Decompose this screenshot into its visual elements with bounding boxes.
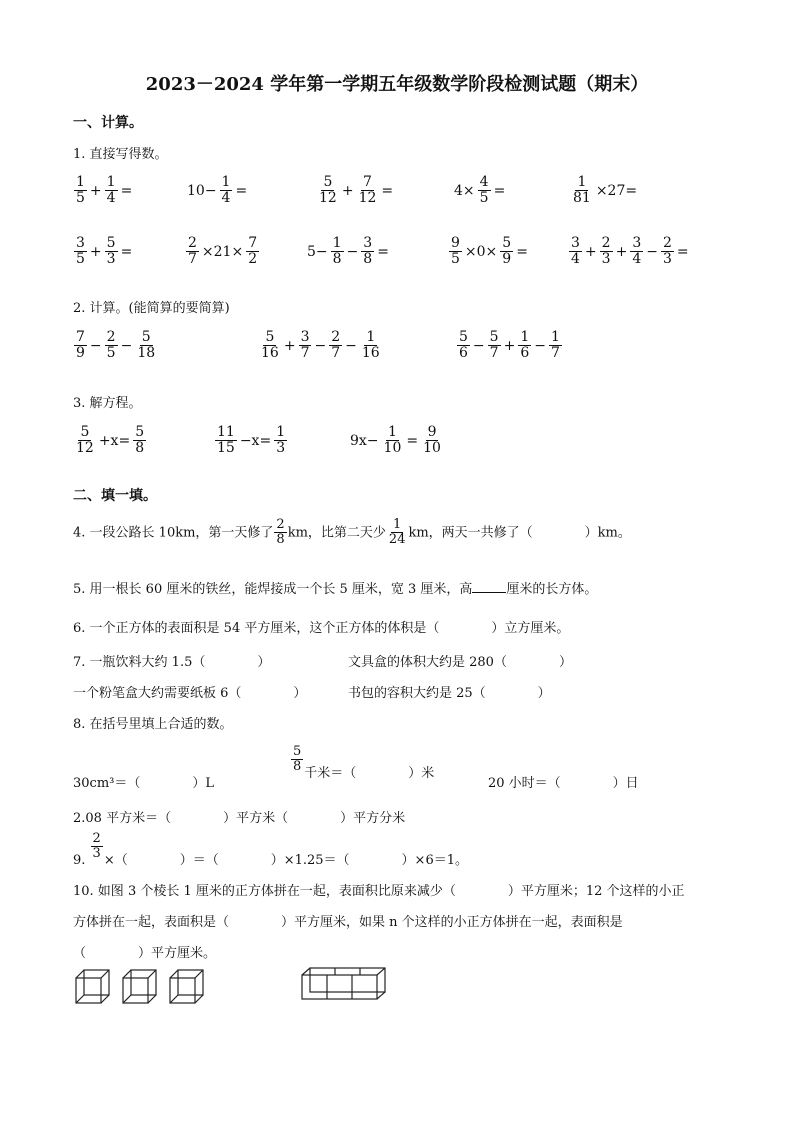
q4-text-a: 4. 一段公路长 10km，第一天修了 — [73, 525, 274, 541]
q2-fraction — [518, 330, 531, 362]
q1-item-9 — [448, 236, 530, 268]
q2-denominator: 7 — [550, 345, 560, 362]
q3-operator: 9x− — [350, 432, 379, 449]
q2-denominator: 6 — [520, 345, 530, 362]
q4-f2-num: 1 — [393, 517, 402, 532]
q3-operator: −x= — [239, 432, 272, 449]
q2-denominator: 16 — [361, 345, 380, 362]
q1-fraction — [74, 175, 87, 207]
q3-numerator: 9 — [427, 424, 437, 440]
q2-denominator: 7 — [489, 345, 499, 362]
question-7a: 7. 一瓶饮料大约 1.5（ ） — [73, 655, 271, 670]
question-6: 6. 一个正方体的表面积是 54 平方厘米，这个正方体的体积是（ ）立方厘米。 — [73, 621, 570, 636]
q1-numerator: 9 — [451, 235, 460, 251]
q1-operator: = — [377, 243, 389, 260]
q1-item-5 — [570, 175, 639, 207]
q2-numerator: 2 — [331, 329, 341, 345]
q1-numerator: 1 — [106, 174, 116, 190]
q1-operator: ×21× — [201, 243, 244, 260]
q1-numerator: 1 — [577, 174, 587, 190]
section-1-heading: 一、计算。 — [73, 115, 143, 131]
q1-operator: ×0× — [464, 243, 498, 260]
q1-numerator: 3 — [571, 235, 580, 251]
q3-numerator: 1 — [388, 424, 397, 440]
q2-operator: − — [89, 337, 102, 354]
q2-operator: − — [120, 337, 133, 354]
q1-item-1 — [73, 175, 134, 207]
q2-fraction — [105, 330, 118, 362]
q2-numerator: 7 — [76, 329, 85, 345]
q2-operator: − — [345, 337, 357, 354]
q2-item-3 — [456, 330, 563, 362]
q1-fraction — [246, 236, 259, 268]
q1-numerator: 2 — [188, 235, 197, 251]
q2-numerator: 2 — [106, 329, 116, 345]
question-2-prompt: 2. 计算。(能简算的要简算) — [73, 301, 230, 316]
q2-denominator: 16 — [261, 345, 279, 362]
q1-fraction — [478, 175, 491, 207]
question-7b: 文具盒的体积大约是 280（ ） — [348, 655, 572, 670]
q1-operator: = — [493, 182, 506, 199]
q1-operator: + — [615, 243, 628, 260]
q2-denominator: 18 — [137, 345, 156, 362]
q1-fraction — [569, 236, 582, 268]
q1-numerator: 4 — [479, 174, 489, 190]
q1-denominator: 9 — [502, 251, 512, 268]
q1-item-4 — [452, 175, 507, 207]
q1-item-3 — [316, 175, 395, 207]
q1-denominator: 5 — [76, 251, 85, 268]
section-2-heading: 二、填一填。 — [73, 488, 157, 504]
q1-denominator: 8 — [363, 251, 373, 268]
q9-num: 2 — [92, 831, 101, 846]
q1-fraction — [571, 175, 593, 207]
question-4 — [73, 518, 631, 548]
q1-operator: − — [346, 243, 359, 260]
q1-operator: + — [341, 182, 354, 199]
q3-denominator: 10 — [383, 440, 402, 457]
q5-text-a: 5. 用一根长 60 厘米的铁丝，能焊接成一个长 5 厘米，宽 3 厘米，高 — [73, 582, 473, 597]
q9-fraction — [91, 832, 103, 862]
question-8-prompt: 8. 在括号里填上合适的数。 — [73, 717, 233, 732]
q8b-fraction — [291, 745, 303, 775]
q1-operator: = — [120, 182, 133, 199]
question-8a: 30cm³＝（ ）L — [73, 776, 214, 791]
q1-operator: = — [235, 182, 248, 199]
question-3-prompt: 3. 解方程。 — [73, 396, 142, 411]
q1-denominator: 3 — [662, 251, 672, 268]
q9-number: 9. — [73, 853, 86, 869]
q2-operator: + — [503, 337, 516, 354]
q4-text-c: km，两天一共修了（ ）km。 — [408, 525, 631, 541]
q3-fraction — [74, 425, 96, 457]
question-8d: 2.08 平方米＝（ ）平方米（ ）平方分米 — [73, 811, 406, 826]
q2-operator: − — [534, 337, 546, 354]
q2-fraction — [329, 330, 342, 362]
q1-fraction — [500, 236, 513, 268]
q1-denominator: 4 — [106, 190, 116, 207]
q2-numerator: 5 — [141, 329, 151, 345]
q1-operator: = — [516, 243, 528, 260]
q4-fraction-1 — [274, 518, 286, 548]
q1-numerator: 1 — [332, 235, 342, 251]
q3-numerator: 5 — [80, 424, 90, 440]
q1-denominator: 12 — [319, 190, 337, 207]
separate-cube-1 — [76, 970, 109, 1003]
q3-denominator: 12 — [76, 440, 94, 457]
q3-fraction — [133, 425, 146, 457]
q1-operator: = — [120, 243, 133, 260]
q1-operator: − — [646, 243, 658, 260]
q3-operator: +x= — [98, 432, 131, 449]
q3-item-1 — [73, 425, 147, 457]
q2-fraction — [74, 330, 87, 362]
q1-denominator: 12 — [358, 190, 377, 207]
q1-operator: = — [381, 182, 394, 199]
q5-text-b: 厘米的长方体。 — [506, 582, 598, 597]
q3-fraction — [382, 425, 404, 457]
separate-cube-3 — [170, 970, 203, 1003]
q1-numerator: 1 — [221, 174, 231, 190]
q1-fraction — [186, 236, 199, 268]
q3-fraction — [421, 425, 443, 457]
q4-text-b: km，比第二天少 — [287, 525, 386, 541]
q2-denominator: 6 — [459, 345, 468, 362]
q1-numerator: 5 — [106, 235, 116, 251]
q3-numerator: 1 — [276, 424, 286, 440]
q1-numerator: 2 — [601, 235, 611, 251]
q2-item-1 — [73, 330, 158, 362]
q3-denominator: 8 — [135, 440, 145, 457]
q1-item-7 — [185, 236, 260, 268]
q8b-den: 8 — [293, 759, 302, 775]
q2-numerator: 5 — [265, 329, 275, 345]
q2-denominator: 7 — [331, 345, 341, 362]
q2-operator: + — [283, 337, 296, 354]
q1-item-6 — [73, 236, 134, 268]
q2-fraction — [299, 330, 312, 362]
q1-denominator: 4 — [632, 251, 642, 268]
q8b-num: 5 — [293, 744, 302, 759]
q1-numerator: 3 — [632, 235, 642, 251]
q1-operator: 4× — [454, 182, 475, 199]
q1-operator: + — [89, 182, 102, 199]
q1-numerator: 7 — [248, 235, 258, 251]
q4-fraction-2 — [387, 518, 408, 548]
q1-fraction — [630, 236, 643, 268]
q1-fraction — [317, 175, 339, 207]
q1-item-8 — [305, 236, 391, 268]
q2-operator: − — [472, 337, 485, 354]
question-10-line-3: （ ）平方厘米。 — [73, 946, 217, 961]
q1-numerator: 2 — [662, 235, 672, 251]
q3-item-2 — [214, 425, 288, 457]
q1-numerator: 3 — [76, 235, 85, 251]
q3-denominator: 15 — [217, 440, 235, 457]
q1-fraction — [361, 236, 374, 268]
question-1-prompt: 1. 直接写得数。 — [73, 147, 168, 162]
q1-denominator: 5 — [451, 251, 460, 268]
q3-numerator: 5 — [135, 424, 145, 440]
q3-operator: = — [406, 432, 419, 449]
q4-f1-num: 2 — [276, 517, 285, 532]
q3-denominator: 3 — [276, 440, 286, 457]
q1-denominator: 5 — [76, 190, 85, 207]
question-5 — [73, 578, 597, 597]
q2-denominator: 7 — [300, 345, 310, 362]
q1-fraction — [105, 236, 118, 268]
q1-operator: ×27= — [595, 182, 638, 199]
question-8b — [290, 744, 435, 782]
question-8c: 20 小时＝（ ）日 — [488, 776, 639, 791]
question-10-line-1: 10. 如图 3 个棱长 1 厘米的正方体拼在一起，表面积比原来减少（ ）平方厘米；12 个这样的小正 — [73, 884, 685, 899]
q5-blank[interactable] — [472, 592, 506, 593]
q1-denominator: 2 — [248, 251, 258, 268]
q1-operator: 10− — [187, 182, 217, 199]
q1-fraction — [74, 236, 87, 268]
q1-denominator: 4 — [221, 190, 231, 207]
question-7c: 一个粉笔盒大约需要纸板 6（ ） — [73, 686, 307, 701]
q1-item-10 — [568, 236, 691, 268]
q4-f1-den: 8 — [276, 532, 285, 548]
q2-fraction — [488, 330, 501, 362]
q1-operator: + — [89, 243, 102, 260]
q3-item-3 — [348, 425, 444, 457]
q1-numerator: 5 — [323, 174, 333, 190]
q1-numerator: 5 — [502, 235, 512, 251]
q8b-text: 千米＝（ ）米 — [304, 766, 435, 782]
q2-denominator: 5 — [106, 345, 116, 362]
q1-numerator: 1 — [76, 174, 85, 190]
q1-fraction — [600, 236, 613, 268]
q2-numerator: 1 — [366, 329, 376, 345]
q1-fraction — [661, 236, 674, 268]
q2-numerator: 1 — [520, 329, 530, 345]
q1-numerator: 3 — [363, 235, 373, 251]
q4-f2-den: 24 — [388, 532, 406, 548]
q9-text: ×（ ）＝（ ）×1.25＝（ ）×6＝1。 — [103, 853, 468, 869]
question-7d: 书包的容积大约是 25（ ） — [348, 686, 551, 701]
q1-denominator: 4 — [571, 251, 580, 268]
q3-numerator: 11 — [217, 424, 235, 440]
q1-denominator: 3 — [106, 251, 116, 268]
q1-operator: = — [676, 243, 689, 260]
page-title: 2023－2024 学年第一学期五年级数学阶段检测试题（期末） — [145, 74, 649, 95]
q1-denominator: 7 — [188, 251, 197, 268]
q2-denominator: 9 — [76, 345, 85, 362]
q2-numerator: 1 — [550, 329, 560, 345]
q3-fraction — [215, 425, 237, 457]
q1-denominator: 3 — [601, 251, 611, 268]
q1-numerator: 7 — [363, 174, 372, 190]
q9-den: 3 — [92, 846, 101, 862]
q2-fraction — [135, 330, 157, 362]
q1-denominator: 5 — [479, 190, 489, 207]
q2-item-2 — [258, 330, 383, 362]
question-10-line-2: 方体拼在一起，表面积是（ ）平方厘米，如果 n 个这样的小正方体拼在一起，表面积是 — [73, 915, 623, 930]
q2-operator: − — [314, 337, 327, 354]
q1-fraction — [449, 236, 462, 268]
q2-numerator: 5 — [489, 329, 499, 345]
q1-fraction — [105, 175, 118, 207]
q1-denominator: 8 — [332, 251, 342, 268]
question-9 — [73, 831, 468, 869]
q2-fraction — [259, 330, 281, 362]
q2-fraction — [457, 330, 470, 362]
joined-cubes — [302, 968, 385, 999]
q1-item-2 — [185, 175, 249, 207]
q3-fraction — [274, 425, 287, 457]
q1-operator: + — [584, 243, 597, 260]
q3-denominator: 10 — [423, 440, 441, 457]
q2-fraction — [549, 330, 562, 362]
q2-numerator: 3 — [300, 329, 310, 345]
q1-fraction — [220, 175, 233, 207]
q2-numerator: 5 — [459, 329, 468, 345]
q1-fraction — [331, 236, 344, 268]
q1-fraction — [357, 175, 379, 207]
q1-denominator: 81 — [573, 190, 591, 207]
cubes-figure — [70, 965, 410, 1010]
q2-fraction — [360, 330, 382, 362]
separate-cube-2 — [123, 970, 156, 1003]
q1-operator: 5− — [307, 243, 328, 260]
